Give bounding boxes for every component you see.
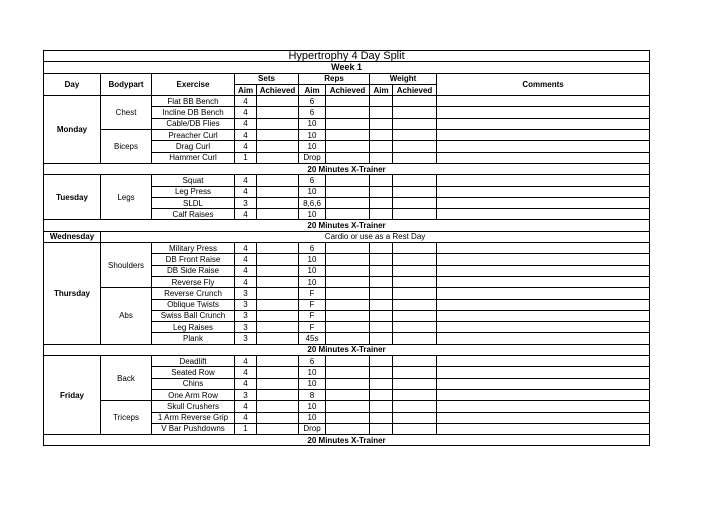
sets-aim: 4 xyxy=(235,265,257,276)
exercise-name: DB Side Raise xyxy=(152,265,235,276)
comments-input[interactable] xyxy=(437,107,650,118)
reps-aim: 10 xyxy=(299,130,326,141)
header-sets-achieved: Achieved xyxy=(257,84,299,95)
comments-input[interactable] xyxy=(437,333,650,344)
weight-achieved-input[interactable] xyxy=(393,288,437,299)
comments-input[interactable] xyxy=(437,243,650,254)
reps-aim: Drop xyxy=(299,423,326,434)
reps-achieved-input[interactable] xyxy=(326,186,370,197)
header-sets: Sets xyxy=(235,73,299,84)
weight-achieved-input[interactable] xyxy=(393,107,437,118)
reps-achieved-input[interactable] xyxy=(326,423,370,434)
exercise-name: Cable/DB Flies xyxy=(152,118,235,129)
reps-aim: 6 xyxy=(299,107,326,118)
exercise-row xyxy=(44,175,650,186)
sets-aim: 4 xyxy=(235,356,257,367)
exercise-name: SLDL xyxy=(152,197,235,208)
sets-achieved-input[interactable] xyxy=(257,130,299,141)
xtrainer-row xyxy=(44,163,650,174)
weight-achieved-input[interactable] xyxy=(393,412,437,423)
sets-aim: 3 xyxy=(235,322,257,333)
sets-aim: 4 xyxy=(235,186,257,197)
reps-aim: F xyxy=(299,310,326,321)
sets-achieved-input[interactable] xyxy=(257,276,299,287)
sets-aim: 4 xyxy=(235,130,257,141)
weight-aim-input[interactable] xyxy=(370,299,393,310)
reps-achieved-input[interactable] xyxy=(326,378,370,389)
comments-input[interactable] xyxy=(437,299,650,310)
reps-achieved-input[interactable] xyxy=(326,288,370,299)
comments-input[interactable] xyxy=(437,356,650,367)
sets-aim: 4 xyxy=(235,118,257,129)
day-name: Friday xyxy=(44,356,101,435)
sets-aim: 4 xyxy=(235,412,257,423)
reps-aim: F xyxy=(299,322,326,333)
xtrainer-row xyxy=(44,220,650,231)
bodypart-label: Triceps xyxy=(101,401,152,435)
sets-achieved-input[interactable] xyxy=(257,96,299,107)
weight-achieved-input[interactable] xyxy=(393,243,437,254)
bodypart-label: Abs xyxy=(101,288,152,344)
exercise-row xyxy=(44,288,650,299)
sets-aim: 4 xyxy=(235,209,257,220)
reps-aim: 10 xyxy=(299,141,326,152)
comments-input[interactable] xyxy=(437,152,650,163)
header-comments: Comments xyxy=(437,73,650,96)
reps-achieved-input[interactable] xyxy=(326,276,370,287)
exercise-name: Hammer Curl xyxy=(152,152,235,163)
day-name: Tuesday xyxy=(44,175,101,220)
header-row xyxy=(44,73,650,84)
sets-aim: 1 xyxy=(235,152,257,163)
sets-aim: 3 xyxy=(235,310,257,321)
sets-aim: 3 xyxy=(235,299,257,310)
sets-achieved-input[interactable] xyxy=(257,310,299,321)
header-weight-aim: Aim xyxy=(370,84,393,95)
weight-aim-input[interactable] xyxy=(370,322,393,333)
weight-aim-input[interactable] xyxy=(370,367,393,378)
weight-aim-input[interactable] xyxy=(370,243,393,254)
exercise-name: Incline DB Bench xyxy=(152,107,235,118)
exercise-name: Military Press xyxy=(152,243,235,254)
weight-achieved-input[interactable] xyxy=(393,96,437,107)
exercise-name: Reverse Fly xyxy=(152,276,235,287)
week-label: Week 1 xyxy=(44,62,650,73)
comments-input[interactable] xyxy=(437,209,650,220)
exercise-name: Leg Press xyxy=(152,186,235,197)
sets-achieved-input[interactable] xyxy=(257,423,299,434)
bodypart-label: Shoulders xyxy=(101,243,152,288)
exercise-name: Leg Raises xyxy=(152,322,235,333)
sets-aim: 4 xyxy=(235,141,257,152)
sets-aim: 3 xyxy=(235,333,257,344)
reps-achieved-input[interactable] xyxy=(326,209,370,220)
exercise-name: Oblique Twists xyxy=(152,299,235,310)
comments-input[interactable] xyxy=(437,186,650,197)
reps-aim: 6 xyxy=(299,96,326,107)
day-name: Thursday xyxy=(44,243,101,345)
sets-achieved-input[interactable] xyxy=(257,322,299,333)
sets-aim: 4 xyxy=(235,107,257,118)
xtrainer-note: 20 Minutes X-Trainer xyxy=(44,163,650,174)
comments-input[interactable] xyxy=(437,367,650,378)
sets-aim: 3 xyxy=(235,197,257,208)
sets-achieved-input[interactable] xyxy=(257,288,299,299)
weight-achieved-input[interactable] xyxy=(393,356,437,367)
sets-aim: 4 xyxy=(235,243,257,254)
reps-aim: 10 xyxy=(299,412,326,423)
weight-achieved-input[interactable] xyxy=(393,276,437,287)
weight-aim-input[interactable] xyxy=(370,333,393,344)
xtrainer-row xyxy=(44,344,650,355)
exercise-name: Flat BB Bench xyxy=(152,96,235,107)
weight-aim-input[interactable] xyxy=(370,378,393,389)
reps-aim: 8 xyxy=(299,389,326,400)
sets-aim: 1 xyxy=(235,423,257,434)
reps-aim: 6 xyxy=(299,243,326,254)
weight-aim-input[interactable] xyxy=(370,389,393,400)
exercise-name: Skull Crushers xyxy=(152,401,235,412)
reps-achieved-input[interactable] xyxy=(326,141,370,152)
sets-aim: 4 xyxy=(235,96,257,107)
xtrainer-note: 20 Minutes X-Trainer xyxy=(44,344,650,355)
sets-aim: 4 xyxy=(235,276,257,287)
weight-achieved-input[interactable] xyxy=(393,389,437,400)
week-row xyxy=(44,62,650,73)
sets-achieved-input[interactable] xyxy=(257,209,299,220)
reps-aim: F xyxy=(299,288,326,299)
workout-table xyxy=(43,50,650,446)
header-reps: Reps xyxy=(299,73,370,84)
bodypart-label: Back xyxy=(101,356,152,401)
weight-achieved-input[interactable] xyxy=(393,423,437,434)
sets-achieved-input[interactable] xyxy=(257,378,299,389)
sets-achieved-input[interactable] xyxy=(257,254,299,265)
day-name: Monday xyxy=(44,96,101,164)
comments-input[interactable] xyxy=(437,118,650,129)
bodypart-label: Biceps xyxy=(101,130,152,164)
weight-aim-input[interactable] xyxy=(370,152,393,163)
weight-aim-input[interactable] xyxy=(370,130,393,141)
day-note: Cardio or use as a Rest Day xyxy=(101,231,650,242)
title-row xyxy=(44,51,650,62)
reps-aim: 45s xyxy=(299,333,326,344)
weight-aim-input[interactable] xyxy=(370,254,393,265)
bodypart-label: Chest xyxy=(101,96,152,130)
weight-aim-input[interactable] xyxy=(370,412,393,423)
sets-achieved-input[interactable] xyxy=(257,243,299,254)
weight-aim-input[interactable] xyxy=(370,401,393,412)
reps-achieved-input[interactable] xyxy=(326,152,370,163)
comments-input[interactable] xyxy=(437,276,650,287)
weight-aim-input[interactable] xyxy=(370,265,393,276)
weight-aim-input[interactable] xyxy=(370,209,393,220)
weight-achieved-input[interactable] xyxy=(393,186,437,197)
exercise-name: Chins xyxy=(152,378,235,389)
reps-aim: 8,6,6 xyxy=(299,197,326,208)
exercise-name: 1 Arm Reverse Grip xyxy=(152,412,235,423)
comments-input[interactable] xyxy=(437,288,650,299)
sets-achieved-input[interactable] xyxy=(257,152,299,163)
weight-aim-input[interactable] xyxy=(370,310,393,321)
reps-achieved-input[interactable] xyxy=(326,118,370,129)
exercise-name: Swiss Ball Crunch xyxy=(152,310,235,321)
reps-achieved-input[interactable] xyxy=(326,175,370,186)
reps-achieved-input[interactable] xyxy=(326,265,370,276)
reps-achieved-input[interactable] xyxy=(326,356,370,367)
reps-achieved-input[interactable] xyxy=(326,367,370,378)
weight-achieved-input[interactable] xyxy=(393,322,437,333)
sets-achieved-input[interactable] xyxy=(257,118,299,129)
sets-achieved-input[interactable] xyxy=(257,367,299,378)
exercise-name: Calf Raises xyxy=(152,209,235,220)
header-weight-achieved: Achieved xyxy=(393,84,437,95)
reps-aim: 10 xyxy=(299,367,326,378)
sets-achieved-input[interactable] xyxy=(257,107,299,118)
exercise-row xyxy=(44,401,650,412)
weight-aim-input[interactable] xyxy=(370,288,393,299)
reps-aim: 6 xyxy=(299,356,326,367)
xtrainer-row xyxy=(44,435,650,446)
exercise-name: Seated Row xyxy=(152,367,235,378)
reps-achieved-input[interactable] xyxy=(326,299,370,310)
weight-aim-input[interactable] xyxy=(370,175,393,186)
exercise-name: V Bar Pushdowns xyxy=(152,423,235,434)
weight-achieved-input[interactable] xyxy=(393,175,437,186)
header-reps-achieved: Achieved xyxy=(326,84,370,95)
exercise-row xyxy=(44,243,650,254)
exercise-name: Preacher Curl xyxy=(152,130,235,141)
header-weight: Weight xyxy=(370,73,437,84)
weight-aim-input[interactable] xyxy=(370,96,393,107)
reps-aim: 10 xyxy=(299,186,326,197)
weight-achieved-input[interactable] xyxy=(393,118,437,129)
sets-achieved-input[interactable] xyxy=(257,265,299,276)
weight-achieved-input[interactable] xyxy=(393,310,437,321)
comments-input[interactable] xyxy=(437,175,650,186)
comments-input[interactable] xyxy=(437,254,650,265)
sets-aim: 4 xyxy=(235,401,257,412)
comments-input[interactable] xyxy=(437,423,650,434)
reps-achieved-input[interactable] xyxy=(326,96,370,107)
sheet-title: Hypertrophy 4 Day Split xyxy=(44,51,650,62)
exercise-row xyxy=(44,130,650,141)
header-reps-aim: Aim xyxy=(299,84,326,95)
reps-achieved-input[interactable] xyxy=(326,197,370,208)
reps-achieved-input[interactable] xyxy=(326,333,370,344)
reps-aim: Drop xyxy=(299,152,326,163)
weight-achieved-input[interactable] xyxy=(393,299,437,310)
comments-input[interactable] xyxy=(437,130,650,141)
reps-achieved-input[interactable] xyxy=(326,254,370,265)
comments-input[interactable] xyxy=(437,322,650,333)
comments-input[interactable] xyxy=(437,310,650,321)
exercise-row xyxy=(44,356,650,367)
comments-input[interactable] xyxy=(437,141,650,152)
sets-achieved-input[interactable] xyxy=(257,299,299,310)
comments-input[interactable] xyxy=(437,412,650,423)
weight-aim-input[interactable] xyxy=(370,423,393,434)
weight-achieved-input[interactable] xyxy=(393,197,437,208)
weight-achieved-input[interactable] xyxy=(393,367,437,378)
weight-aim-input[interactable] xyxy=(370,197,393,208)
day-name: Wednesday xyxy=(44,231,101,242)
exercise-row xyxy=(44,96,650,107)
reps-achieved-input[interactable] xyxy=(326,401,370,412)
weight-achieved-input[interactable] xyxy=(393,333,437,344)
sets-achieved-input[interactable] xyxy=(257,141,299,152)
reps-aim: 10 xyxy=(299,276,326,287)
reps-aim: 10 xyxy=(299,209,326,220)
sets-aim: 3 xyxy=(235,389,257,400)
weight-aim-input[interactable] xyxy=(370,118,393,129)
sets-aim: 4 xyxy=(235,175,257,186)
reps-achieved-input[interactable] xyxy=(326,322,370,333)
comments-input[interactable] xyxy=(437,96,650,107)
reps-aim: 10 xyxy=(299,378,326,389)
sets-achieved-input[interactable] xyxy=(257,186,299,197)
comments-input[interactable] xyxy=(437,197,650,208)
header-day: Day xyxy=(44,73,101,96)
reps-achieved-input[interactable] xyxy=(326,389,370,400)
bodypart-label: Legs xyxy=(101,175,152,220)
sets-achieved-input[interactable] xyxy=(257,401,299,412)
reps-aim: 6 xyxy=(299,175,326,186)
weight-achieved-input[interactable] xyxy=(393,141,437,152)
header-sets-aim: Aim xyxy=(235,84,257,95)
comments-input[interactable] xyxy=(437,378,650,389)
sets-achieved-input[interactable] xyxy=(257,333,299,344)
weight-aim-input[interactable] xyxy=(370,356,393,367)
reps-aim: 10 xyxy=(299,118,326,129)
header-bodypart: Bodypart xyxy=(101,73,152,96)
weight-achieved-input[interactable] xyxy=(393,209,437,220)
reps-aim: 10 xyxy=(299,401,326,412)
xtrainer-note: 20 Minutes X-Trainer xyxy=(44,220,650,231)
reps-achieved-input[interactable] xyxy=(326,107,370,118)
exercise-name: Squat xyxy=(152,175,235,186)
sets-aim: 4 xyxy=(235,254,257,265)
exercise-name: Deadlift xyxy=(152,356,235,367)
reps-aim: F xyxy=(299,299,326,310)
weight-achieved-input[interactable] xyxy=(393,152,437,163)
weight-achieved-input[interactable] xyxy=(393,265,437,276)
header-exercise: Exercise xyxy=(152,73,235,96)
sets-achieved-input[interactable] xyxy=(257,356,299,367)
comments-input[interactable] xyxy=(437,401,650,412)
xtrainer-note: 20 Minutes X-Trainer xyxy=(44,435,650,446)
sets-aim: 4 xyxy=(235,367,257,378)
reps-achieved-input[interactable] xyxy=(326,243,370,254)
exercise-name: Plank xyxy=(152,333,235,344)
weight-achieved-input[interactable] xyxy=(393,130,437,141)
weight-aim-input[interactable] xyxy=(370,107,393,118)
sets-aim: 4 xyxy=(235,378,257,389)
exercise-name: Drag Curl xyxy=(152,141,235,152)
comments-input[interactable] xyxy=(437,265,650,276)
day-row-wednesday xyxy=(44,231,650,242)
weight-achieved-input[interactable] xyxy=(393,401,437,412)
weight-aim-input[interactable] xyxy=(370,276,393,287)
sets-achieved-input[interactable] xyxy=(257,175,299,186)
reps-aim: 10 xyxy=(299,254,326,265)
exercise-name: DB Front Raise xyxy=(152,254,235,265)
reps-achieved-input[interactable] xyxy=(326,130,370,141)
reps-aim: 10 xyxy=(299,265,326,276)
comments-input[interactable] xyxy=(437,389,650,400)
exercise-name: One Arm Row xyxy=(152,389,235,400)
reps-achieved-input[interactable] xyxy=(326,310,370,321)
sets-achieved-input[interactable] xyxy=(257,412,299,423)
weight-achieved-input[interactable] xyxy=(393,378,437,389)
exercise-name: Reverse Crunch xyxy=(152,288,235,299)
weight-aim-input[interactable] xyxy=(370,186,393,197)
reps-achieved-input[interactable] xyxy=(326,412,370,423)
weight-aim-input[interactable] xyxy=(370,141,393,152)
sets-achieved-input[interactable] xyxy=(257,389,299,400)
sets-achieved-input[interactable] xyxy=(257,197,299,208)
sets-aim: 3 xyxy=(235,288,257,299)
weight-achieved-input[interactable] xyxy=(393,254,437,265)
